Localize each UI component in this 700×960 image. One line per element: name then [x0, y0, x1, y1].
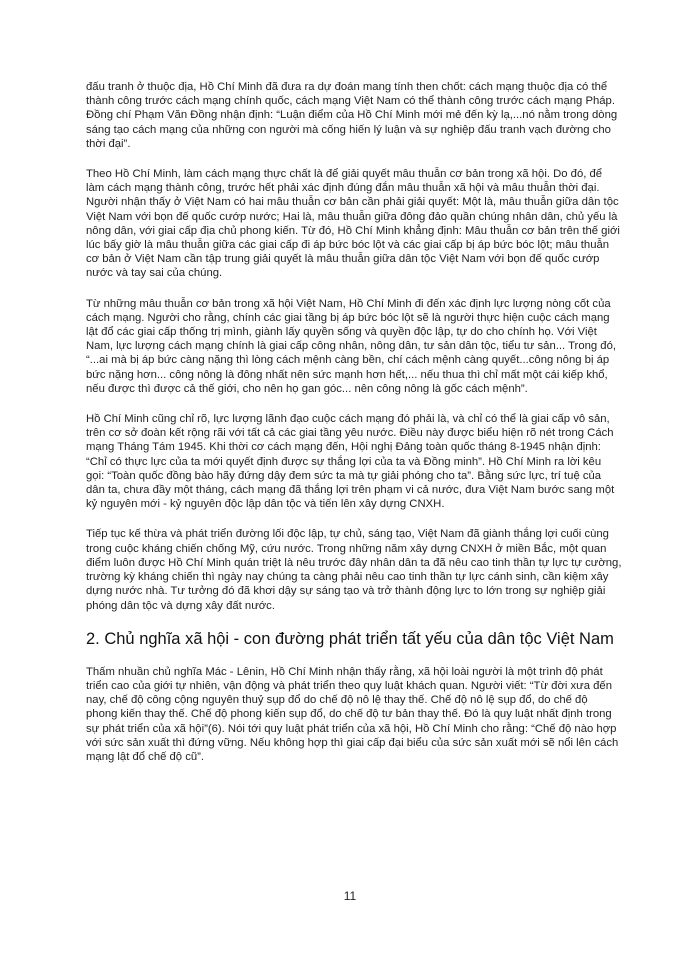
section-heading: 2. Chủ nghĩa xã hội - con đường phát triển tất yếu của dân tộc Việt Nam — [86, 629, 614, 648]
paragraph-5: Tiếp tục kế thừa và phát triển đường lối độc lập, tự chủ, sáng tạo, Việt Nam đã giành thắng lợi cuối cùng trong cuộc kháng chiến chống Mỹ, cứu nước. Trong những năm xây dựng CNXH ở miền Bắc, một quan điểm luôn được Hồ Chí Minh quán triệt là nêu trước đây nhân dân ta đã nêu cao tinh thần tự lực tự cường, trường kỳ kháng chiến thì ngày nay chúng ta càng phải nêu cao tinh thần tự lực cánh sinh, cần kiệm xây dựng nước nhà. Tư tưởng đó đã khơi dậy sự sáng tạo và trở thành động lực to lớn trong sự nghiệp giải phóng dân tộc và dựng xây đất nước. — [86, 528, 622, 612]
paragraph-3: Từ những mâu thuẫn cơ bản trong xã hội Việt Nam, Hồ Chí Minh đi đến xác định lực lượng nòng cốt của cách mạng. Người cho rằng, chính các giai tầng bị áp bức bóc lột sẽ là người thực hiện cuộc cách mạng lật đổ các giai cấp thống trị mình, giành lấy quyền sống và quyền độc lập, tự do cho chính họ. Với Việt Nam, lực lượng cách mạng chính là giai cấp công nhân, nông dân, tư sản dân tộc, tiểu tư sản... Trong đó, “...ai mà bị áp bức càng nặng thì lòng cách mệnh càng bền, chí cách mệnh càng quyết...công nông bị áp bức nặng hơn... công nông là đông nhất nên sức mạnh hơn hết,... nếu thua thì chỉ mất một cái kiếp khổ, nếu được thì được cả thế giới, cho nên họ gan góc... nên công nông là gốc cách mệnh”. — [86, 297, 617, 395]
paragraph-2: Theo Hồ Chí Minh, làm cách mạng thực chất là để giải quyết mâu thuẫn cơ bản trong xã hội. Do đó, để làm cách mạng thành công, trước hết phải xác định đúng đắn mâu thuẫn xã hội và mâu thuẫn thời đại. Người nhận thấy ở Việt Nam có hai mâu thuẫn cơ bản cần phải giải quyết: Một là, mâu thuẫn giữa dân tộc Việt Nam với bọn đế quốc cướp nước; Hai là, mâu thuẫn giữa đông đảo quần chúng nhân dân, chủ yếu là nông dân, với giai cấp địa chủ phong kiến. Từ đó, Hồ Chí Minh khẳng định: Mâu thuẫn cơ bản trên thế giới lúc bấy giờ là mâu thuẫn giữa các giai cấp đi áp bức bóc lột và các giai cấp bị áp bức bóc lột; mâu thuẫn cơ bản ở Việt Nam cần tập trung giải quyết là mâu thuẫn giữa dân tộc Việt Nam với bọn đế quốc cướp nước và tay sai của chúng. — [86, 168, 620, 280]
page-content — [86, 80, 622, 780]
paragraph-6: Thấm nhuần chủ nghĩa Mác - Lênin, Hồ Chí Minh nhận thấy rằng, xã hội loài người là một trình độ phát triển cao của giới tự nhiên, vận động và phát triển theo quy luật khách quan. Người viết: “Từ đời xưa đến nay, chế độ công cộng nguyên thuỷ sụp đổ do chế độ nô lệ thay thế. Chế độ nô lệ sụp đổ, do chế độ phong kiến thay thế. Chế độ phong kiến sụp đổ, do chế độ tư bản thay thế. Đó là quy luật nhất định trong sự phát triển của xã hội”(6). Nói tới quy luật phát triển của xã hội, Hồ Chí Minh cho rằng: “Chế độ nào hợp với sức sản xuất thì đứng vững. Nếu không hợp thì giai cấp đại biểu của sức sản xuất mới sẽ nổi lên cách mạng lật đổ chế độ cũ”. — [86, 665, 619, 763]
paragraph-1: đấu tranh ở thuộc địa, Hồ Chí Minh đã đưa ra dự đoán mang tính then chốt: cách mạng thuộc địa có thể thành công trước cách mạng chính quốc, cách mạng Việt Nam có thể thành công trước cách mạng Pháp. Đồng chí Phạm Văn Đồng nhận định: “Luận điểm của Hồ Chí Minh mới mẻ đến kỳ lạ,...nó nằm trong dòng sáng tạo cách mạng của những con người mà cống hiến lý luận và sự nghiệp đấu tranh vạch đường cho thời đại”. — [86, 81, 618, 150]
paragraph-4: Hồ Chí Minh cũng chỉ rõ, lực lượng lãnh đạo cuộc cách mạng đó phải là, và chỉ có thể là giai cấp vô sản, trên cơ sở đoàn kết rộng rãi với tất cả các giai tầng yêu nước. Điều này được biểu hiện rõ nét trong Cách mạng Tháng Tám 1945. Khi thời cơ cách mạng đến, Hội nghị Đảng toàn quốc tháng 8-1945 nhận định: “Chỉ có thực lực của ta mới quyết định được sự thắng lợi của ta và Đồng minh”. Hồ Chí Minh ra lời kêu gọi: “Toàn quốc đồng bào hãy đứng dậy đem sức ta mà tự giải phóng cho ta”. Bằng sức lực, trí tuệ của dân ta, chưa đầy một tháng, cách mạng đã thắng lợi trên phạm vi cả nước, đưa Việt Nam bước sang một kỷ nguyên mới - kỷ nguyên độc lập dân tộc và tiến lên xây dựng CNXH. — [86, 413, 615, 511]
page-number: 11 — [343, 889, 357, 903]
